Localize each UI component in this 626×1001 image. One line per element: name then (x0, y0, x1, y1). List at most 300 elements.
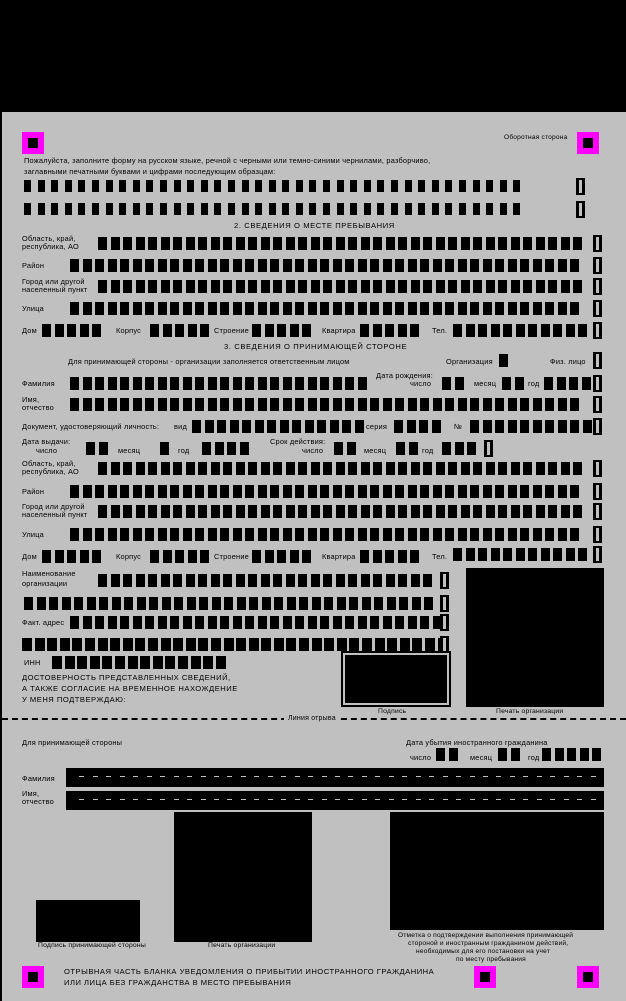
char-cell[interactable] (295, 259, 304, 272)
char-cell[interactable] (228, 203, 235, 215)
char-cell[interactable] (258, 398, 267, 411)
char-cell[interactable] (311, 237, 320, 250)
host-signature-box[interactable] (36, 900, 140, 942)
char-cell[interactable] (553, 548, 562, 561)
char-cell[interactable] (217, 420, 226, 433)
char-cell[interactable] (220, 302, 229, 315)
char-cell[interactable] (323, 505, 332, 518)
char-cell[interactable] (137, 597, 146, 610)
char-cell[interactable] (458, 259, 467, 272)
char-cell[interactable] (566, 548, 575, 561)
char-cell[interactable] (175, 324, 184, 337)
char-cell[interactable] (473, 505, 482, 518)
char-cell[interactable] (533, 528, 542, 541)
char-cell[interactable] (520, 398, 529, 411)
char-cell[interactable] (573, 280, 582, 293)
char-cell[interactable] (513, 203, 520, 215)
char-cell[interactable] (273, 574, 282, 587)
char-cell[interactable] (120, 528, 129, 541)
char-cell[interactable] (387, 638, 397, 651)
char-cell[interactable] (345, 485, 354, 498)
char-cell[interactable] (311, 574, 320, 587)
char-cell[interactable] (398, 505, 407, 518)
char-cell[interactable] (398, 462, 407, 475)
char-cell[interactable] (355, 420, 364, 433)
char-cell[interactable] (99, 442, 108, 455)
char-cell[interactable] (133, 377, 142, 390)
char-cell[interactable] (173, 574, 182, 587)
host-phone-field[interactable] (453, 548, 591, 561)
char-cell[interactable] (195, 528, 204, 541)
apartment-field[interactable] (360, 324, 423, 337)
char-cell[interactable] (136, 574, 145, 587)
char-cell[interactable] (511, 280, 520, 293)
char-cell[interactable] (273, 280, 282, 293)
char-cell[interactable] (442, 377, 451, 390)
char-cell[interactable] (436, 462, 445, 475)
char-cell[interactable] (361, 574, 370, 587)
char-cell[interactable] (83, 616, 92, 629)
char-cell[interactable] (35, 638, 45, 651)
region-field[interactable] (98, 237, 586, 250)
char-cell[interactable] (216, 656, 226, 669)
char-cell[interactable] (578, 324, 587, 337)
char-cell[interactable] (198, 280, 207, 293)
char-cell[interactable] (423, 505, 432, 518)
char-cell[interactable] (458, 398, 467, 411)
char-cell[interactable] (267, 420, 276, 433)
char-cell[interactable] (211, 237, 220, 250)
char-cell[interactable] (418, 180, 425, 192)
org-name-field-2[interactable] (24, 597, 437, 610)
char-cell[interactable] (336, 462, 345, 475)
char-cell[interactable] (548, 462, 557, 475)
char-cell[interactable] (433, 528, 442, 541)
char-cell[interactable] (286, 462, 295, 475)
char-cell[interactable] (158, 259, 167, 272)
char-cell[interactable] (208, 616, 217, 629)
char-cell[interactable] (223, 462, 232, 475)
char-cell[interactable] (95, 485, 104, 498)
char-cell[interactable] (533, 302, 542, 315)
char-cell[interactable] (360, 550, 369, 563)
char-cell[interactable] (523, 237, 532, 250)
char-cell[interactable] (108, 616, 117, 629)
char-cell[interactable] (55, 324, 64, 337)
char-cell[interactable] (249, 638, 259, 651)
char-cell[interactable] (383, 485, 392, 498)
inn-field[interactable] (52, 656, 228, 669)
char-cell[interactable] (523, 505, 532, 518)
validity-year-field[interactable] (442, 442, 480, 455)
char-cell[interactable] (220, 398, 229, 411)
char-cell[interactable] (302, 550, 311, 563)
char-cell[interactable] (483, 485, 492, 498)
char-cell[interactable] (412, 597, 421, 610)
char-cell[interactable] (85, 638, 95, 651)
char-cell[interactable] (228, 180, 235, 192)
char-cell[interactable] (337, 597, 346, 610)
char-cell[interactable] (407, 420, 416, 433)
char-cell[interactable] (106, 203, 113, 215)
char-cell[interactable] (111, 280, 120, 293)
char-cell[interactable] (557, 377, 566, 390)
char-cell[interactable] (528, 548, 537, 561)
char-cell[interactable] (175, 550, 184, 563)
char-cell[interactable] (495, 398, 504, 411)
char-cell[interactable] (148, 505, 157, 518)
char-cell[interactable] (461, 237, 470, 250)
char-cell[interactable] (248, 462, 257, 475)
char-cell[interactable] (311, 505, 320, 518)
char-cell[interactable] (336, 574, 345, 587)
char-cell[interactable] (261, 237, 270, 250)
char-cell[interactable] (592, 748, 601, 761)
birth-month-field[interactable] (502, 377, 527, 390)
char-cell[interactable] (483, 302, 492, 315)
char-cell[interactable] (242, 203, 249, 215)
city-field[interactable] (98, 280, 586, 293)
char-cell[interactable] (424, 597, 433, 610)
char-cell[interactable] (170, 377, 179, 390)
char-cell[interactable] (461, 462, 470, 475)
char-cell[interactable] (486, 280, 495, 293)
char-cell[interactable] (533, 420, 542, 433)
char-cell[interactable] (233, 528, 242, 541)
char-cell[interactable] (233, 485, 242, 498)
char-cell[interactable] (418, 203, 425, 215)
char-cell[interactable] (386, 505, 395, 518)
char-cell[interactable] (373, 462, 382, 475)
char-cell[interactable] (483, 420, 492, 433)
char-cell[interactable] (567, 748, 576, 761)
char-cell[interactable] (77, 656, 87, 669)
char-cell[interactable] (83, 259, 92, 272)
char-cell[interactable] (220, 528, 229, 541)
char-cell[interactable] (65, 656, 75, 669)
char-cell[interactable] (111, 574, 120, 587)
char-cell[interactable] (62, 597, 71, 610)
char-cell[interactable] (337, 203, 344, 215)
char-cell[interactable] (323, 280, 332, 293)
char-cell[interactable] (211, 280, 220, 293)
char-cell[interactable] (436, 505, 445, 518)
char-cell[interactable] (255, 203, 262, 215)
char-cell[interactable] (145, 259, 154, 272)
char-cell[interactable] (211, 505, 220, 518)
char-cell[interactable] (470, 259, 479, 272)
char-cell[interactable] (410, 324, 419, 337)
char-cell[interactable] (296, 203, 303, 215)
char-cell[interactable] (174, 203, 181, 215)
char-cell[interactable] (470, 528, 479, 541)
char-cell[interactable] (277, 324, 286, 337)
char-cell[interactable] (348, 462, 357, 475)
char-cell[interactable] (198, 462, 207, 475)
char-cell[interactable] (495, 302, 504, 315)
char-cell[interactable] (508, 302, 517, 315)
char-cell[interactable] (220, 616, 229, 629)
char-cell[interactable] (420, 485, 429, 498)
char-cell[interactable] (230, 420, 239, 433)
char-cell[interactable] (133, 485, 142, 498)
char-cell[interactable] (245, 528, 254, 541)
char-cell[interactable] (110, 638, 120, 651)
char-cell[interactable] (212, 597, 221, 610)
char-cell[interactable] (83, 485, 92, 498)
char-cell[interactable] (349, 597, 358, 610)
char-cell[interactable] (120, 398, 129, 411)
char-cell[interactable] (516, 324, 525, 337)
char-cell[interactable] (553, 324, 562, 337)
char-cell[interactable] (420, 259, 429, 272)
char-cell[interactable] (188, 324, 197, 337)
char-cell[interactable] (410, 550, 419, 563)
char-cell[interactable] (224, 638, 234, 651)
issue-month-field[interactable] (160, 442, 173, 455)
char-cell[interactable] (582, 377, 591, 390)
char-cell[interactable] (411, 237, 420, 250)
char-cell[interactable] (515, 377, 524, 390)
char-cell[interactable] (270, 302, 279, 315)
char-cell[interactable] (370, 398, 379, 411)
char-cell[interactable] (495, 485, 504, 498)
char-cell[interactable] (123, 574, 132, 587)
char-cell[interactable] (98, 638, 108, 651)
char-cell[interactable] (261, 462, 270, 475)
char-cell[interactable] (420, 398, 429, 411)
char-cell[interactable] (211, 574, 220, 587)
char-cell[interactable] (286, 638, 296, 651)
char-cell[interactable] (348, 505, 357, 518)
char-cell[interactable] (233, 259, 242, 272)
char-cell[interactable] (187, 203, 194, 215)
char-cell[interactable] (270, 616, 279, 629)
char-cell[interactable] (220, 259, 229, 272)
char-cell[interactable] (373, 280, 382, 293)
char-cell[interactable] (258, 377, 267, 390)
char-cell[interactable] (508, 420, 517, 433)
host-district-field[interactable] (70, 485, 583, 498)
char-cell[interactable] (498, 280, 507, 293)
char-cell[interactable] (520, 485, 529, 498)
char-cell[interactable] (459, 180, 466, 192)
char-cell[interactable] (391, 203, 398, 215)
char-cell[interactable] (90, 656, 100, 669)
char-cell[interactable] (236, 462, 245, 475)
char-cell[interactable] (214, 180, 221, 192)
district-field[interactable] (70, 259, 583, 272)
char-cell[interactable] (336, 280, 345, 293)
char-cell[interactable] (55, 550, 64, 563)
char-cell[interactable] (345, 302, 354, 315)
char-cell[interactable] (203, 656, 213, 669)
char-cell[interactable] (320, 259, 329, 272)
char-cell[interactable] (312, 597, 321, 610)
char-cell[interactable] (153, 656, 163, 669)
char-cell[interactable] (195, 398, 204, 411)
char-cell[interactable] (398, 550, 407, 563)
char-cell[interactable] (448, 505, 457, 518)
char-cell[interactable] (558, 302, 567, 315)
host-street-field[interactable] (70, 528, 583, 541)
char-cell[interactable] (395, 302, 404, 315)
char-cell[interactable] (383, 259, 392, 272)
char-cell[interactable] (202, 442, 211, 455)
char-cell[interactable] (290, 550, 299, 563)
char-cell[interactable] (398, 280, 407, 293)
char-cell[interactable] (236, 237, 245, 250)
char-cell[interactable] (395, 485, 404, 498)
char-cell[interactable] (67, 324, 76, 337)
char-cell[interactable] (445, 302, 454, 315)
id-series-field[interactable] (394, 420, 444, 433)
char-cell[interactable] (299, 638, 309, 651)
char-cell[interactable] (558, 528, 567, 541)
char-cell[interactable] (201, 203, 208, 215)
char-cell[interactable] (545, 259, 554, 272)
char-cell[interactable] (408, 528, 417, 541)
char-cell[interactable] (545, 420, 554, 433)
char-cell[interactable] (324, 638, 334, 651)
char-cell[interactable] (573, 462, 582, 475)
char-cell[interactable] (158, 528, 167, 541)
char-cell[interactable] (120, 485, 129, 498)
char-cell[interactable] (473, 203, 480, 215)
char-cell[interactable] (566, 324, 575, 337)
char-cell[interactable] (432, 203, 439, 215)
char-cell[interactable] (245, 485, 254, 498)
char-cell[interactable] (461, 280, 470, 293)
char-cell[interactable] (92, 180, 99, 192)
issue-year-field[interactable] (202, 442, 252, 455)
char-cell[interactable] (38, 180, 45, 192)
char-cell[interactable] (42, 550, 51, 563)
char-cell[interactable] (173, 237, 182, 250)
char-cell[interactable] (398, 324, 407, 337)
char-cell[interactable] (548, 237, 557, 250)
char-cell[interactable] (198, 237, 207, 250)
char-cell[interactable] (187, 597, 196, 610)
char-cell[interactable] (283, 485, 292, 498)
char-cell[interactable] (486, 462, 495, 475)
char-cell[interactable] (358, 528, 367, 541)
char-cell[interactable] (548, 280, 557, 293)
char-cell[interactable] (323, 574, 332, 587)
char-cell[interactable] (163, 550, 172, 563)
char-cell[interactable] (375, 638, 385, 651)
char-cell[interactable] (70, 398, 79, 411)
char-cell[interactable] (186, 280, 195, 293)
char-cell[interactable] (383, 398, 392, 411)
char-cell[interactable] (466, 548, 475, 561)
char-cell[interactable] (337, 638, 347, 651)
host-structure-field[interactable] (252, 550, 315, 563)
char-cell[interactable] (65, 203, 72, 215)
char-cell[interactable] (523, 280, 532, 293)
char-cell[interactable] (183, 616, 192, 629)
char-cell[interactable] (245, 398, 254, 411)
char-cell[interactable] (361, 462, 370, 475)
char-cell[interactable] (95, 377, 104, 390)
char-cell[interactable] (370, 302, 379, 315)
char-cell[interactable] (120, 616, 129, 629)
char-cell[interactable] (277, 550, 286, 563)
char-cell[interactable] (345, 528, 354, 541)
char-cell[interactable] (215, 442, 224, 455)
char-cell[interactable] (123, 237, 132, 250)
char-cell[interactable] (473, 180, 480, 192)
char-cell[interactable] (233, 398, 242, 411)
char-cell[interactable] (42, 324, 51, 337)
char-cell[interactable] (170, 616, 179, 629)
actual-address-field[interactable] (70, 616, 445, 629)
char-cell[interactable] (395, 616, 404, 629)
char-cell[interactable] (336, 237, 345, 250)
char-cell[interactable] (245, 616, 254, 629)
char-cell[interactable] (520, 420, 529, 433)
char-cell[interactable] (580, 748, 589, 761)
char-cell[interactable] (70, 259, 79, 272)
char-cell[interactable] (445, 259, 454, 272)
char-cell[interactable] (542, 748, 551, 761)
char-cell[interactable] (145, 302, 154, 315)
char-cell[interactable] (333, 528, 342, 541)
char-cell[interactable] (408, 616, 417, 629)
char-cell[interactable] (495, 420, 504, 433)
char-cell[interactable] (195, 302, 204, 315)
char-cell[interactable] (345, 398, 354, 411)
char-cell[interactable] (283, 302, 292, 315)
char-cell[interactable] (570, 398, 579, 411)
char-cell[interactable] (52, 656, 62, 669)
char-cell[interactable] (233, 616, 242, 629)
char-cell[interactable] (373, 550, 382, 563)
char-cell[interactable] (186, 462, 195, 475)
char-cell[interactable] (545, 302, 554, 315)
char-cell[interactable] (470, 485, 479, 498)
char-cell[interactable] (119, 180, 126, 192)
char-cell[interactable] (561, 462, 570, 475)
char-cell[interactable] (395, 398, 404, 411)
char-cell[interactable] (411, 280, 420, 293)
validity-day-field[interactable] (334, 442, 359, 455)
char-cell[interactable] (298, 462, 307, 475)
char-cell[interactable] (283, 616, 292, 629)
char-cell[interactable] (270, 528, 279, 541)
street-field[interactable] (70, 302, 583, 315)
char-cell[interactable] (561, 280, 570, 293)
char-cell[interactable] (324, 597, 333, 610)
char-cell[interactable] (274, 638, 284, 651)
char-cell[interactable] (320, 616, 329, 629)
char-cell[interactable] (445, 398, 454, 411)
char-cell[interactable] (265, 550, 274, 563)
char-cell[interactable] (186, 638, 196, 651)
char-cell[interactable] (124, 597, 133, 610)
char-cell[interactable] (558, 398, 567, 411)
char-cell[interactable] (453, 548, 462, 561)
char-cell[interactable] (486, 505, 495, 518)
char-cell[interactable] (478, 548, 487, 561)
char-cell[interactable] (508, 398, 517, 411)
char-cell[interactable] (192, 420, 201, 433)
surname-field[interactable] (70, 377, 370, 390)
char-cell[interactable] (308, 616, 317, 629)
char-cell[interactable] (373, 324, 382, 337)
char-cell[interactable] (133, 180, 140, 192)
char-cell[interactable] (269, 180, 276, 192)
